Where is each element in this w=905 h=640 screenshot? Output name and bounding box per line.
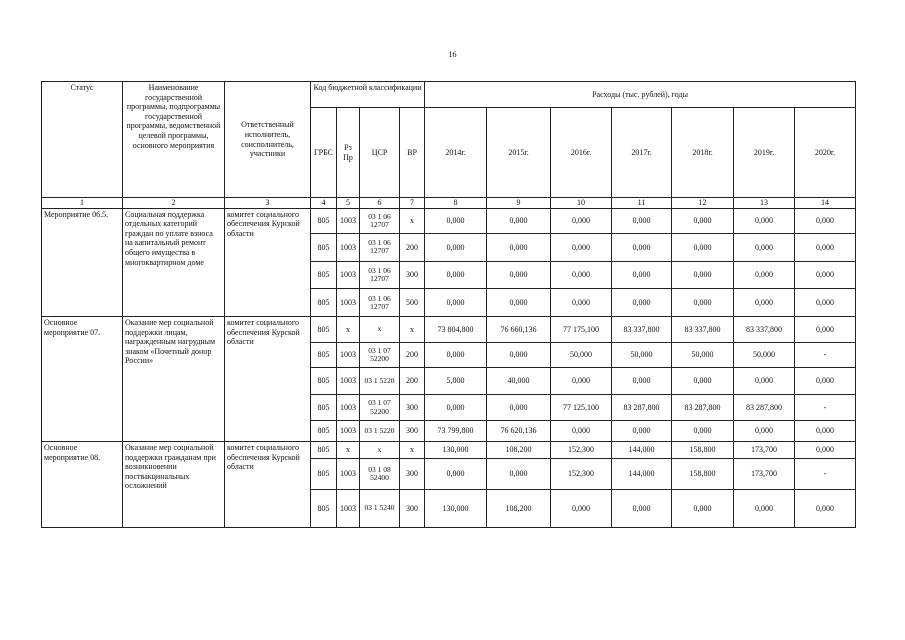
value-cell: 0,000 — [612, 234, 672, 262]
value-cell: - — [795, 459, 856, 490]
value-cell: - — [795, 394, 856, 421]
grbs-cell: 805 — [311, 289, 337, 317]
csr-cell: 03 1 07 52200 — [360, 342, 400, 368]
vr-cell: 500 — [400, 289, 425, 317]
value-cell: 83 287,800 — [672, 394, 734, 421]
column-number: 14 — [795, 198, 856, 209]
grbs-cell: 805 — [311, 441, 337, 458]
responsible-cell: комитет социального обеспечения Курской области — [225, 317, 311, 442]
csr-cell: 03 1 5220 — [360, 421, 400, 441]
value-cell: 0,000 — [734, 421, 795, 441]
value-cell: 50,000 — [734, 342, 795, 368]
value-cell: 0,000 — [672, 234, 734, 262]
value-cell: 0,000 — [672, 490, 734, 528]
value-cell: 76 620,136 — [487, 421, 551, 441]
csr-cell: x — [360, 441, 400, 458]
vr-cell: 300 — [400, 421, 425, 441]
header-year: 2015г. — [487, 108, 551, 198]
value-cell: 0,000 — [487, 459, 551, 490]
status-cell: Основное мероприятие 08. — [42, 441, 123, 527]
value-cell: 0,000 — [425, 234, 487, 262]
rzpr-cell: 1003 — [337, 261, 360, 289]
grbs-cell: 805 — [311, 261, 337, 289]
header-csr: ЦСР — [360, 108, 400, 198]
grbs-cell: 805 — [311, 490, 337, 528]
grbs-cell: 805 — [311, 459, 337, 490]
csr-cell: 03 1 06 12707 — [360, 289, 400, 317]
grbs-cell: 805 — [311, 368, 337, 395]
csr-cell: 03 1 06 12707 — [360, 208, 400, 234]
value-cell: 0,000 — [551, 490, 612, 528]
value-cell: 73 799,800 — [425, 421, 487, 441]
column-number: 3 — [225, 198, 311, 209]
value-cell: 0,000 — [551, 289, 612, 317]
value-cell: 173,700 — [734, 459, 795, 490]
value-cell: 130,000 — [425, 490, 487, 528]
value-cell: 158,800 — [672, 459, 734, 490]
vr-cell: 300 — [400, 459, 425, 490]
status-cell: Основное мероприятие 07. — [42, 317, 123, 442]
value-cell: 77 125,100 — [551, 394, 612, 421]
header-rzpr: Рз Пр — [337, 108, 360, 198]
value-cell: 0,000 — [612, 421, 672, 441]
value-cell: 0,000 — [734, 261, 795, 289]
value-cell: 73 804,800 — [425, 317, 487, 343]
value-cell: 0,000 — [487, 208, 551, 234]
value-cell: 158,800 — [672, 441, 734, 458]
column-number: 13 — [734, 198, 795, 209]
csr-cell: 03 1 08 52400 — [360, 459, 400, 490]
value-cell: 0,000 — [612, 208, 672, 234]
value-cell: 76 660,136 — [487, 317, 551, 343]
value-cell: 0,000 — [551, 261, 612, 289]
value-cell: 0,000 — [551, 368, 612, 395]
value-cell: 50,000 — [551, 342, 612, 368]
value-cell: 0,000 — [612, 261, 672, 289]
vr-cell: x — [400, 317, 425, 343]
program-name-cell: Оказание мер социальной поддержки лицам, награжденным нагрудным знаком «Почетный донор России» — [123, 317, 225, 442]
header-year: 2018г. — [672, 108, 734, 198]
column-number: 5 — [337, 198, 360, 209]
value-cell: 0,000 — [734, 289, 795, 317]
csr-cell: 03 1 06 12707 — [360, 261, 400, 289]
value-cell: 0,000 — [487, 234, 551, 262]
value-cell: 152,300 — [551, 459, 612, 490]
value-cell: 0,000 — [795, 490, 856, 528]
value-cell: 173,700 — [734, 441, 795, 458]
value-cell: 0,000 — [672, 208, 734, 234]
csr-cell: 03 1 5220 — [360, 368, 400, 395]
column-number: 7 — [400, 198, 425, 209]
value-cell: 0,000 — [425, 289, 487, 317]
column-number: 2 — [123, 198, 225, 209]
value-cell: 0,000 — [672, 261, 734, 289]
table-row — [42, 441, 856, 458]
value-cell: 83 337,800 — [734, 317, 795, 343]
header-grbs: ГРБС — [311, 108, 337, 198]
value-cell: 0,000 — [425, 208, 487, 234]
header-expenses: Расходы (тыс. рублей), годы — [425, 82, 856, 108]
value-cell: 77 175,100 — [551, 317, 612, 343]
value-cell: 0,000 — [425, 459, 487, 490]
value-cell: 0,000 — [795, 234, 856, 262]
value-cell: 0,000 — [795, 317, 856, 343]
rzpr-cell: 1003 — [337, 208, 360, 234]
rzpr-cell: x — [337, 441, 360, 458]
header-year: 2016г. — [551, 108, 612, 198]
value-cell: 0,000 — [734, 368, 795, 395]
vr-cell: 300 — [400, 490, 425, 528]
value-cell: 130,000 — [425, 441, 487, 458]
value-cell: 144,000 — [612, 441, 672, 458]
status-cell: Мероприятие 06.5. — [42, 208, 123, 317]
budget-table-body — [42, 208, 856, 527]
grbs-cell: 805 — [311, 421, 337, 441]
value-cell: - — [795, 342, 856, 368]
rzpr-cell: 1003 — [337, 368, 360, 395]
value-cell: 0,000 — [425, 342, 487, 368]
rzpr-cell: x — [337, 317, 360, 343]
value-cell: 0,000 — [612, 490, 672, 528]
header-budget-code: Код бюджетной классификации — [311, 82, 425, 108]
header-program-name: Наименование государственной программы, подпрограммы государственной программы, ведомственной целевой программы, основного мероприятия — [123, 82, 225, 198]
value-cell: 0,000 — [795, 441, 856, 458]
grbs-cell: 805 — [311, 234, 337, 262]
column-number: 6 — [360, 198, 400, 209]
vr-cell: 200 — [400, 342, 425, 368]
vr-cell: x — [400, 441, 425, 458]
header-year: 2019г. — [734, 108, 795, 198]
header-responsible: Ответственный исполнитель, соисполнитель, участники — [225, 82, 311, 198]
value-cell: 83 287,800 — [734, 394, 795, 421]
value-cell: 152,300 — [551, 441, 612, 458]
value-cell: 0,000 — [734, 490, 795, 528]
value-cell: 0,000 — [672, 421, 734, 441]
header-year: 2017г. — [612, 108, 672, 198]
table-row — [42, 317, 856, 343]
value-cell: 50,000 — [672, 342, 734, 368]
budget-table — [41, 81, 856, 528]
value-cell: 0,000 — [734, 234, 795, 262]
grbs-cell: 805 — [311, 208, 337, 234]
rzpr-cell: 1003 — [337, 234, 360, 262]
grbs-cell: 805 — [311, 317, 337, 343]
grbs-cell: 805 — [311, 342, 337, 368]
value-cell: 40,000 — [487, 368, 551, 395]
value-cell: 0,000 — [425, 394, 487, 421]
value-cell: 0,000 — [487, 261, 551, 289]
column-number: 10 — [551, 198, 612, 209]
rzpr-cell: 1003 — [337, 394, 360, 421]
rzpr-cell: 1003 — [337, 289, 360, 317]
header-vr: ВР — [400, 108, 425, 198]
vr-cell: 200 — [400, 368, 425, 395]
value-cell: 0,000 — [612, 368, 672, 395]
value-cell: 50,000 — [612, 342, 672, 368]
csr-cell: 03 1 5240 — [360, 490, 400, 528]
csr-cell: 03 1 07 52200 — [360, 394, 400, 421]
value-cell: 108,200 — [487, 441, 551, 458]
value-cell: 0,000 — [487, 289, 551, 317]
header-year: 2020г. — [795, 108, 856, 198]
value-cell: 0,000 — [425, 261, 487, 289]
column-number: 8 — [425, 198, 487, 209]
value-cell: 0,000 — [487, 342, 551, 368]
program-name-cell: Социальная поддержка отдельных категорий граждан по уплате взноса на капитальный ремонт общего имущества в многоквартирном доме — [123, 208, 225, 317]
value-cell: 83 337,800 — [672, 317, 734, 343]
grbs-cell: 805 — [311, 394, 337, 421]
program-name-cell: Оказание мер социальной поддержки гражданам при возникновении поствакцинальных осложнений — [123, 441, 225, 527]
header-status: Статус — [42, 82, 123, 198]
rzpr-cell: 1003 — [337, 421, 360, 441]
csr-cell: x — [360, 317, 400, 343]
page-number: 16 — [448, 50, 457, 59]
column-number: 1 — [42, 198, 123, 209]
value-cell: 0,000 — [795, 208, 856, 234]
vr-cell: 200 — [400, 234, 425, 262]
table-row — [42, 208, 856, 234]
value-cell: 108,200 — [487, 490, 551, 528]
value-cell: 0,000 — [551, 208, 612, 234]
value-cell: 0,000 — [795, 421, 856, 441]
column-number: 4 — [311, 198, 337, 209]
value-cell: 0,000 — [795, 289, 856, 317]
value-cell: 144,000 — [612, 459, 672, 490]
column-number: 12 — [672, 198, 734, 209]
value-cell: 83 287,800 — [612, 394, 672, 421]
rzpr-cell: 1003 — [337, 342, 360, 368]
value-cell: 0,000 — [795, 261, 856, 289]
responsible-cell: комитет социального обеспечения Курской области — [225, 208, 311, 317]
value-cell: 0,000 — [612, 289, 672, 317]
value-cell: 0,000 — [487, 394, 551, 421]
column-number: 9 — [487, 198, 551, 209]
header-year: 2014г. — [425, 108, 487, 198]
value-cell: 0,000 — [672, 368, 734, 395]
column-number: 11 — [612, 198, 672, 209]
vr-cell: 300 — [400, 394, 425, 421]
value-cell: 83 337,800 — [612, 317, 672, 343]
value-cell: 0,000 — [672, 289, 734, 317]
rzpr-cell: 1003 — [337, 459, 360, 490]
value-cell: 0,000 — [795, 368, 856, 395]
vr-cell: x — [400, 208, 425, 234]
responsible-cell: комитет социального обеспечения Курской области — [225, 441, 311, 527]
vr-cell: 300 — [400, 261, 425, 289]
rzpr-cell: 1003 — [337, 490, 360, 528]
value-cell: 0,000 — [551, 234, 612, 262]
value-cell: 0,000 — [551, 421, 612, 441]
value-cell: 0,000 — [734, 208, 795, 234]
csr-cell: 03 1 06 12707 — [360, 234, 400, 262]
value-cell: 5,000 — [425, 368, 487, 395]
